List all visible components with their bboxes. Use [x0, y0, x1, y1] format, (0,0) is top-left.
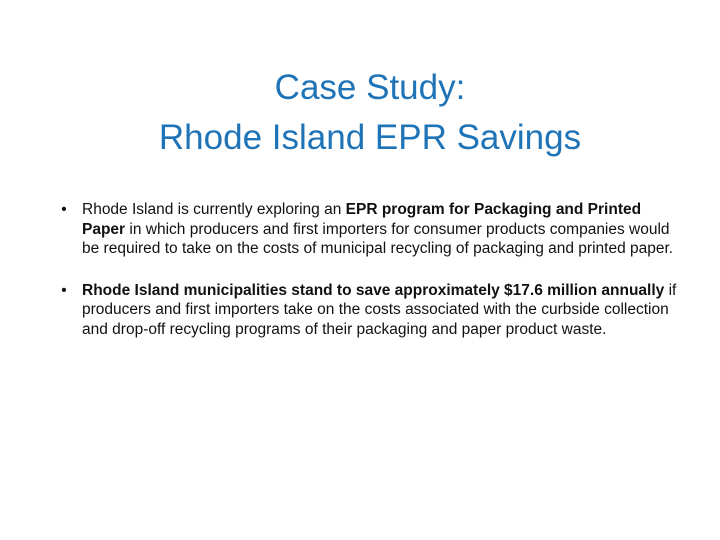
bullet-1-bold: EPR program for Packaging and Printed Paper: [82, 201, 642, 238]
bullet-2-text-b: if producers and first importers take on the costs associated with the curbside collection and drop-off recycling programs of their packaging and paper product waste.: [82, 281, 677, 338]
bullet-item-2: [58, 281, 688, 340]
title-line-2: Rhode Island EPR Savings: [158, 118, 582, 158]
title-line-1: Case Study:: [274, 68, 466, 108]
bullet-2-bold: Rhode Island municipalities stand to save approximately $17.6 million annually: [82, 281, 665, 299]
bullet-marker: •: [61, 201, 67, 218]
bullet-list: [58, 200, 688, 361]
bullet-1-text-b: in which producers and first importers for consumer products companies would be required to take on the costs of municipal recycling of packaging and printed paper.: [82, 220, 674, 257]
slide-title: [0, 63, 720, 163]
bullet-marker: •: [61, 281, 67, 299]
bullet-item-1: [58, 200, 688, 259]
bullet-1-text-a: Rhode Island is currently exploring an: [82, 201, 346, 218]
